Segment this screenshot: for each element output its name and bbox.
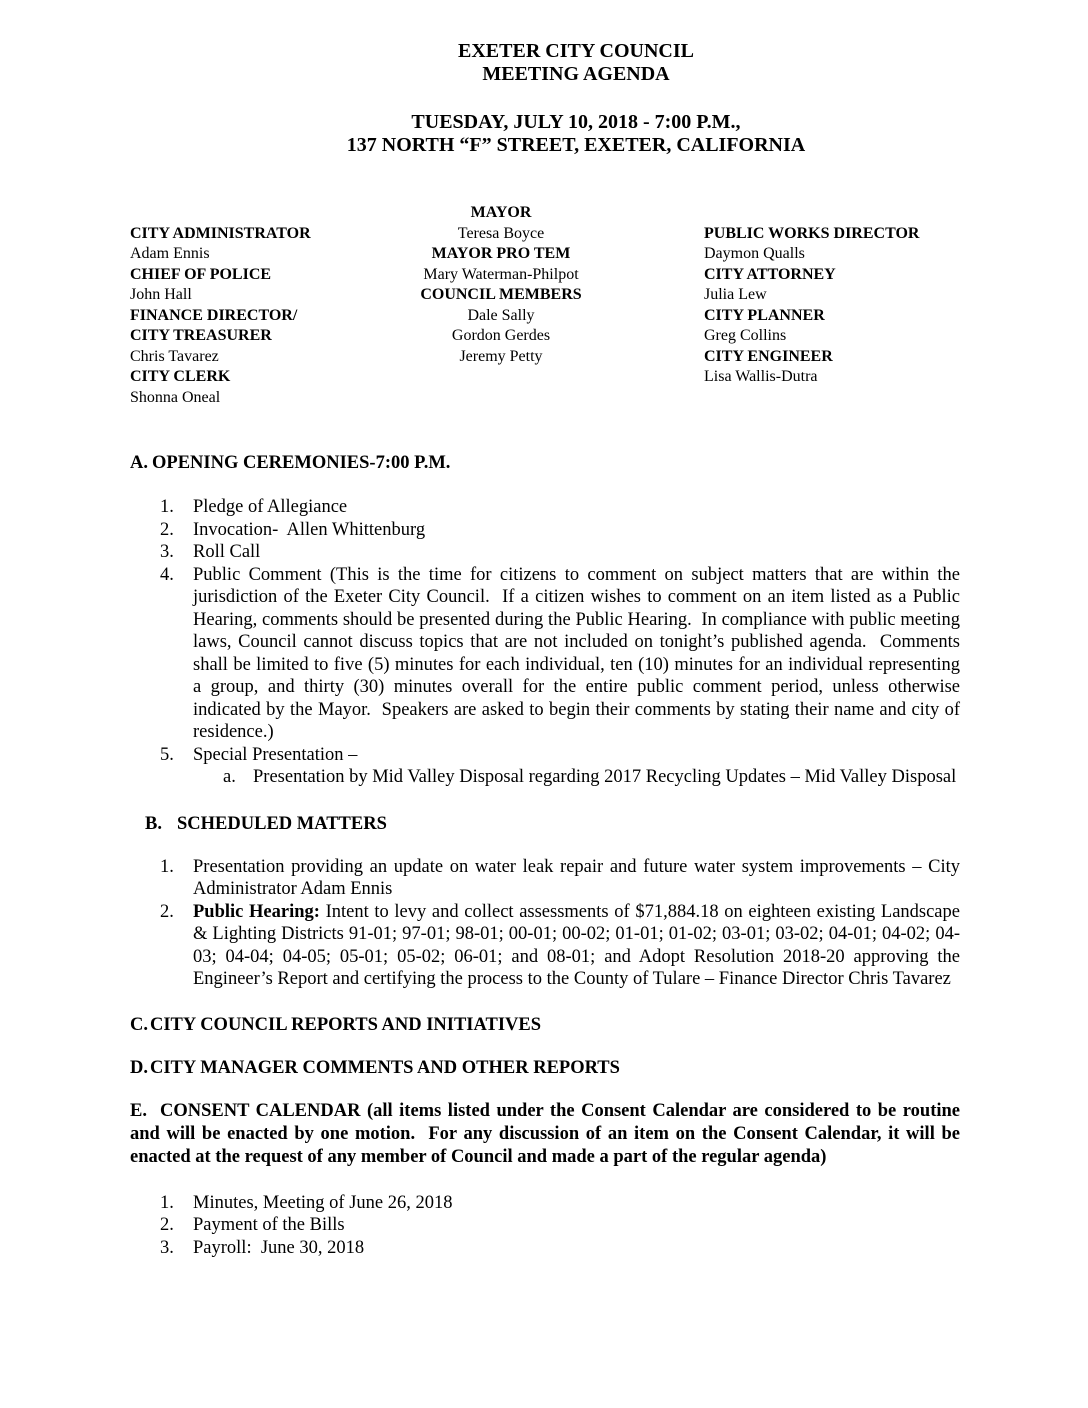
document-type: MEETING AGENDA <box>482 63 670 85</box>
list-item <box>130 1192 960 1215</box>
official-title: CITY ATTORNEY <box>704 265 836 283</box>
official-name: John Hall <box>130 286 192 303</box>
official-name: Dale Sally <box>467 306 535 324</box>
meeting-location: 137 NORTH “F” STREET, EXETER, CALIFORNIA <box>346 134 806 156</box>
official-name: Jeremy Petty <box>459 347 543 365</box>
item-number: 5. <box>160 744 174 765</box>
section-b-list <box>130 856 960 991</box>
official-name: Gordon Gerdes <box>451 327 551 344</box>
official-title: FINANCE DIRECTOR/ <box>130 306 298 324</box>
item-bold-prefix: Public Hearing: <box>193 901 320 922</box>
item-number: 2. <box>160 901 174 922</box>
list-item <box>130 901 960 991</box>
section-e-letter: E. <box>130 1100 147 1121</box>
item-text: Special Presentation – <box>193 744 358 765</box>
item-number: 2. <box>160 519 174 540</box>
section-c-title: CITY COUNCIL REPORTS AND INITIATIVES <box>150 1014 542 1035</box>
official-title: COUNCIL MEMBERS <box>420 286 582 303</box>
official-name: Greg Collins <box>704 327 787 344</box>
item-text: Minutes, Meeting of June 26, 2018 <box>193 1192 453 1213</box>
official-name: Julia Lew <box>704 286 767 303</box>
item-text: Pledge of Allegiance <box>193 497 348 517</box>
agenda-content <box>130 452 960 1259</box>
section-c-heading <box>130 1014 960 1037</box>
item-number: 2. <box>160 1215 174 1235</box>
official-name: Mary Waterman-Philpot <box>423 265 579 283</box>
list-item <box>130 496 960 519</box>
list-item <box>130 744 960 767</box>
list-item <box>130 564 960 744</box>
item-text: Invocation- Allen Whittenburg <box>193 519 426 540</box>
item-number: 3. <box>160 542 174 562</box>
document-header <box>130 40 1022 157</box>
section-d-letter: D. <box>130 1057 148 1078</box>
section-c-letter: C. <box>130 1014 148 1035</box>
section-b-letter: B. <box>145 813 162 834</box>
section-a-letter: A. <box>130 453 148 473</box>
list-item <box>130 541 960 564</box>
official-name: Shonna Oneal <box>130 388 221 406</box>
item-text: Payroll: June 30, 2018 <box>193 1237 365 1258</box>
official-title: CITY ADMINISTRATOR <box>130 224 311 242</box>
section-a-heading <box>130 452 960 475</box>
list-item <box>130 856 960 901</box>
item-number: 1. <box>160 497 174 517</box>
item-text: Presentation providing an update on water leak repair and future water system improvements – City Administrator Adam Ennis <box>193 856 960 899</box>
section-e-title: CONSENT CALENDAR <box>160 1100 361 1121</box>
item-letter: a. <box>223 767 236 787</box>
official-title: PUBLIC WORKS DIRECTOR <box>704 224 920 242</box>
item-text: Presentation by Mid Valley Disposal regarding 2017 Recycling Updates – Mid Valley Disposal <box>253 767 957 787</box>
item-number: 1. <box>160 1192 174 1213</box>
item-text: Public Comment (This is the time for citizens to comment on subject matters that are within the jurisdiction of the Exeter City Council. If a citizen wishes to comment on an item listed as a Public Hearing, comments should be presented during the Public Hearing. In compliance with public meeting laws, Council cannot discuss topics that are not included on tonight’s published agenda. Comments shall be limited to five (5) minutes for each individual, ten (10) minutes for an individual representing a group, and thirty (30) minutes overall for the entire public comment period, unless otherwise indicated by the Mayor. Speakers are asked to begin their comments by stating their name and city of residence.) <box>193 564 960 742</box>
list-item <box>130 519 960 542</box>
official-title: MAYOR <box>470 204 532 221</box>
official-name: Lisa Wallis-Dutra <box>704 368 818 385</box>
section-b-title: SCHEDULED MATTERS <box>177 813 387 834</box>
item-number: 1. <box>160 856 174 877</box>
official-name: Adam Ennis <box>130 245 210 262</box>
section-b-heading <box>145 813 960 836</box>
official-title: CITY ENGINEER <box>704 347 833 365</box>
officials-right-column <box>704 203 919 388</box>
section-a-list <box>130 496 960 789</box>
section-e-description: (all items listed under the Consent Calendar are considered to be routine and will be enacted by one motion. For any discussion of an item on the Consent Calendar, it will be enacted at the request of any member of Council and made a part of the regular agenda) <box>130 1100 960 1167</box>
officials-center-column <box>370 203 632 367</box>
item-number: 3. <box>160 1237 174 1258</box>
item-text: Payment of the Bills <box>193 1215 345 1235</box>
officials-left-column <box>130 203 311 408</box>
official-name: Daymon Qualls <box>704 245 805 262</box>
meeting-datetime-location <box>130 111 1022 157</box>
section-d-heading <box>130 1057 960 1080</box>
item-text: Roll Call <box>193 542 261 562</box>
meeting-datetime: TUESDAY, JULY 10, 2018 - 7:00 P.M., <box>411 111 741 133</box>
item-text <box>193 901 960 991</box>
item-number: 4. <box>160 564 174 585</box>
section-e-list <box>130 1192 960 1260</box>
official-name: Chris Tavarez <box>130 347 219 365</box>
official-name: Teresa Boyce <box>457 224 545 242</box>
official-title: CITY TREASURER <box>130 327 272 344</box>
list-item <box>130 1214 960 1237</box>
sub-list-item <box>193 766 960 789</box>
official-title: CHIEF OF POLICE <box>130 265 272 283</box>
official-title: MAYOR PRO TEM <box>431 245 571 262</box>
official-title: CITY PLANNER <box>704 306 825 324</box>
org-title: EXETER CITY COUNCIL <box>458 40 694 62</box>
official-title: CITY CLERK <box>130 368 231 385</box>
list-item <box>130 1237 960 1260</box>
section-a-title: OPENING CEREMONIES-7:00 P.M. <box>152 453 451 473</box>
section-e-heading <box>130 1100 960 1169</box>
item-text-rest: Intent to levy and collect assessments of $71,884.18 on eighteen existing Landscape & Lighting Districts 91-01; 97-01; 98-01; 00-01; 00-02; 01-01; 01-02; 03-01; 03-02; 04-01; 04-02; 04-03; 04-04; 04-05; 05-01; 05-02; 06-01; and 08-01; and Adopt Resolution 2018-20 approving the Engineer’s Report and certifying the process to the County of Tulare – Finance Director Chris Tavarez <box>193 901 960 989</box>
section-d-title: CITY MANAGER COMMENTS AND OTHER REPORTS <box>150 1057 620 1078</box>
